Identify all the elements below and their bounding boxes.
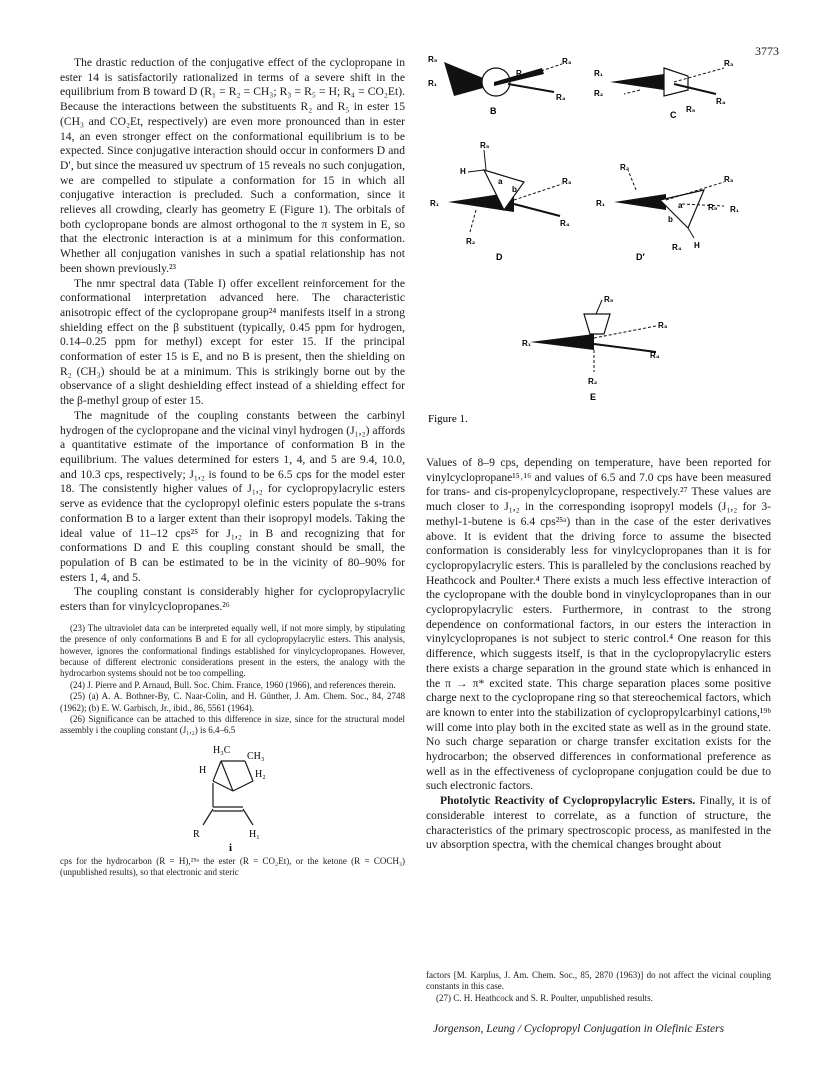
paragraph: The drastic reduction of the conjugative effect of the cyclopropane in ester 14 is satisfactorily rationalized in terms of a severe shift in the equilibrium from B toward D (R₁ = R₂ = CH₃; R₃ = R₅ = H; R₄ = CO₂Et). Because the interactions between the substituents R₂ and R₅ in ester 15 (CH₃ and CO₂Et, respectively) are even more pronounced than in ester 14, an even stronger effect on the conformational equilibrium is to be expected. Since conjugative interaction should occur in conformers D and D′, but since the measured uv spectrum of 15 reveals no such conjugation, we are compelled to stipulate a conformation for 15 in which all conjugative interaction is precluded. Such a conformation, since it relieves all crowding, clearly has geometry E (Figure 1). The orbitals of both cyclopropane bonds are almost orthogonal to the π system in E, so that the electronic interaction is at a minimum for this conformation. Whether all conjugation vanishes in such a spatial relationship has not been shown previously.²³ (60, 56, 405, 275)
r3-label: R₃ (724, 59, 734, 68)
right-footnotes (426, 970, 771, 1004)
section-text: Finally, it is of considerable interest to correlate, as a function of structure, the characteristics of the primary spectroscopic process, as manifested in the uv absorption spectra, with the chemical changes brought about (426, 794, 771, 852)
paragraph: The magnitude of the coupling constants between the carbinyl hydrogen of the cyclopropane and the vicinal vinyl hydrogen (J₁,₂) affords a quantitative estimate of the importance of conformation B in the equilibrium. The values determined for esters 1, 4, and 5 are 9.4, 10.0, and 10.3 cps, respectively; J₁,₂ is found to be 6.5 cps for the model ester 18. The consistently higher values of J₁,₂ for cyclopropylacrylic esters serve as evidence that the cyclopropyl olefinic esters populate the s-trans conformation B to a larger extent than their isopropyl models. Taking the ideal value of 11–12 cps²⁵ for J₁,₂ in B and recognizing that for conformations D and E this coupling constant should be small, the population of B can be estimated to be in the vicinity of 80–90% for esters 1, 4, and 5. (60, 408, 405, 584)
r1-label: R₁ (596, 199, 606, 208)
paragraph: Values of 8–9 cps, depending on temperature, have been reported for vinylcyclopropane¹⁵˒¹⁶ and values of 6.5 and 7.0 cps have been measured for trans- and cis-propenylcyclopropane, respectively.²⁷ These values are much closer to J₁,₂ in the corresponding isopropyl models (J₁,₂ for 3-methyl-1-butene is 6.4 cps²⁵ᵃ) than in the case of the ester derivatives above. It is evident that the driving force to assume the bisected conformation is considerably less for vinylcyclopropanes than it is for cyclopropylacrylic esters. This is paralleled by the conclusions reached by Heathcock and Poulter.⁴ There exists a much less effective interaction of the cyclopropane with the double bond in vinylcyclopropanes than in our cyclopropylacrylic esters. Furthermore, in contrast to the strong dependence on conformational factors, in our esters the interaction in vinylcyclopropanes is not subject to steric control.⁴ One reason for this difference, which suggests itself, is that in the cyclopropylacrylic esters there exists a charge separation in the ground state which is enhanced in the π → π* excited state. This charge separation places some positive charge next to the cyclopropane ring so that stereochemical factors, which are known to enter into the stabilization of cyclopropylcarbinyl cations,¹⁹ᵇ will come into play both in the excited state as well as in the ground state. No such charge separation or charge transfer excitation exists for the hydrocarbon; the observed differences in conformational preference as well as in the effectiveness of cyclopropane conjugation could be due to such electronic factors. (426, 456, 771, 793)
label-e: E (590, 392, 597, 402)
figure-caption: Figure 1. (428, 413, 468, 425)
footnote-26: (26) Significance can be attached to this difference in size, since for the structural model assembly i the coupling constant (J₁,₂) is 6.4–6.5 (60, 713, 405, 736)
figure-1-conformations (424, 50, 769, 428)
r5-label: R₅ (428, 55, 438, 64)
label-c: C (670, 110, 677, 120)
footnotes (60, 623, 405, 737)
r2-label: R₂ (594, 89, 604, 98)
r3-label: R₃ (658, 321, 668, 330)
r5-label: R₅ (686, 105, 696, 114)
r5-label: R₅ (604, 295, 614, 304)
r1-label: R₁ (522, 339, 532, 348)
r5-label: R₅ (708, 203, 718, 212)
conformation-e (522, 295, 668, 402)
footnote-24: (24) J. Pierre and P. Arnaud, Bull. Soc. Chim. France, 1960 (1966), and references therein. (70, 679, 396, 690)
r4-label: R₄ (672, 243, 682, 252)
structure-label: i (228, 841, 232, 854)
structure-i-diagram (163, 739, 303, 854)
h-label: H (694, 241, 700, 250)
h-label: H (198, 764, 206, 776)
r4-label: R₄ (650, 351, 660, 360)
ch3-label: CH₃ (246, 750, 264, 762)
conformation-d (430, 141, 572, 262)
running-footer: Jorgenson, Leung / Cyclopropyl Conjugation in Olefinic Esters (433, 1023, 725, 1035)
label-b: B (490, 106, 497, 116)
footnote-25: (25) (a) A. A. Bothner-By, C. Naar-Colin, and H. Günther, J. Am. Chem. Soc., 84, 2748 (1962); (b) E. W. Garbisch, Jr., ibid., 86, 5561 (1964). (60, 691, 405, 713)
conformation-d-prime (596, 163, 740, 262)
conformation-c (594, 59, 734, 120)
paragraph: The nmr spectral data (Table I) offer excellent reinforcement for the conformational interpretation advanced here. The characteristic anisotropic effect of the cyclopropane group²⁴ manifests itself in a strong shielding effect on the β substituent (typically, 0.45 ppm for hydrogen, 0.14–0.25 ppm for methyl) except for ester 15. If the principal conformation of ester 15 is E, and no B is present, then the shielding on R₂ (CH₃) should be at a minimum. This is strikingly borne out by the observance of a slight deshielding effect instead of a shielding effect for the β-methyl group of ester 15. (60, 276, 405, 408)
right-column (426, 456, 771, 853)
r4-label: R₄ (556, 93, 566, 102)
a-label: a (498, 177, 503, 186)
b-label: b (512, 185, 517, 194)
a-label: a (678, 201, 683, 210)
r3-label: R₃ (562, 177, 572, 186)
conformation-b (428, 55, 572, 116)
r2-label: R₂ (620, 163, 630, 172)
h-label: H (460, 167, 466, 176)
r2-label: R₂ (516, 69, 526, 78)
h3c-label: H₃C (212, 744, 230, 756)
section-heading: Photolytic Reactivity of Cyclopropylacrylic Esters. (440, 794, 696, 808)
footnote-26-continuation: factors [M. Karplus, J. Am. Chem. Soc., 85, 2870 (1963)] do not affect the vicinal coupling constants in this case. (426, 970, 771, 992)
footnote-27: (27) C. H. Heathcock and S. R. Poulter, unpublished results. (436, 992, 653, 1003)
b-label: b (668, 215, 673, 224)
r-label: R (192, 828, 200, 840)
page-number: 3773 (755, 44, 779, 58)
r3-label: R₃ (562, 57, 572, 66)
r1b-label: R₁ (730, 205, 740, 214)
h1-label: H₁ (248, 828, 260, 840)
r1-label: R₁ (594, 69, 604, 78)
r4-label: R₄ (560, 219, 570, 228)
r4-label: R₄ (716, 97, 726, 106)
r1-label: R₁ (428, 79, 438, 88)
footnote-23: (23) The ultraviolet data can be interpreted equally well, if not more simply, by stipulating the presence of only conformations B and E for all cyclopropylacrylic esters. This analysis, however, ignores the conformational findings established for vinylcyclopropanes. However, because of different electronic considerations present in the esters, the analogy with the hydrocarbon systems should not be too compelling. (60, 622, 405, 679)
h2-label: H₂ (254, 768, 266, 780)
r1-label: R₁ (430, 199, 440, 208)
footnote-continuation: cps for the hydrocarbon (R = H),²⁵ᵃ the ester (R = CO₂Et), or the ketone (R = COCH₃) (unpublished results), so that electronic and steric (60, 855, 405, 878)
label-d-prime: D′ (636, 252, 645, 262)
paragraph: The coupling constant is considerably higher for cyclopropylacrylic esters than for vinylcyclopropanes.²⁶ (60, 585, 405, 614)
r3-label: R₃ (724, 175, 734, 184)
r5-label: R₅ (480, 141, 490, 150)
left-column (60, 56, 405, 879)
r2-label: R₂ (466, 237, 476, 246)
r2-label: R₂ (588, 377, 598, 386)
label-d: D (496, 252, 503, 262)
